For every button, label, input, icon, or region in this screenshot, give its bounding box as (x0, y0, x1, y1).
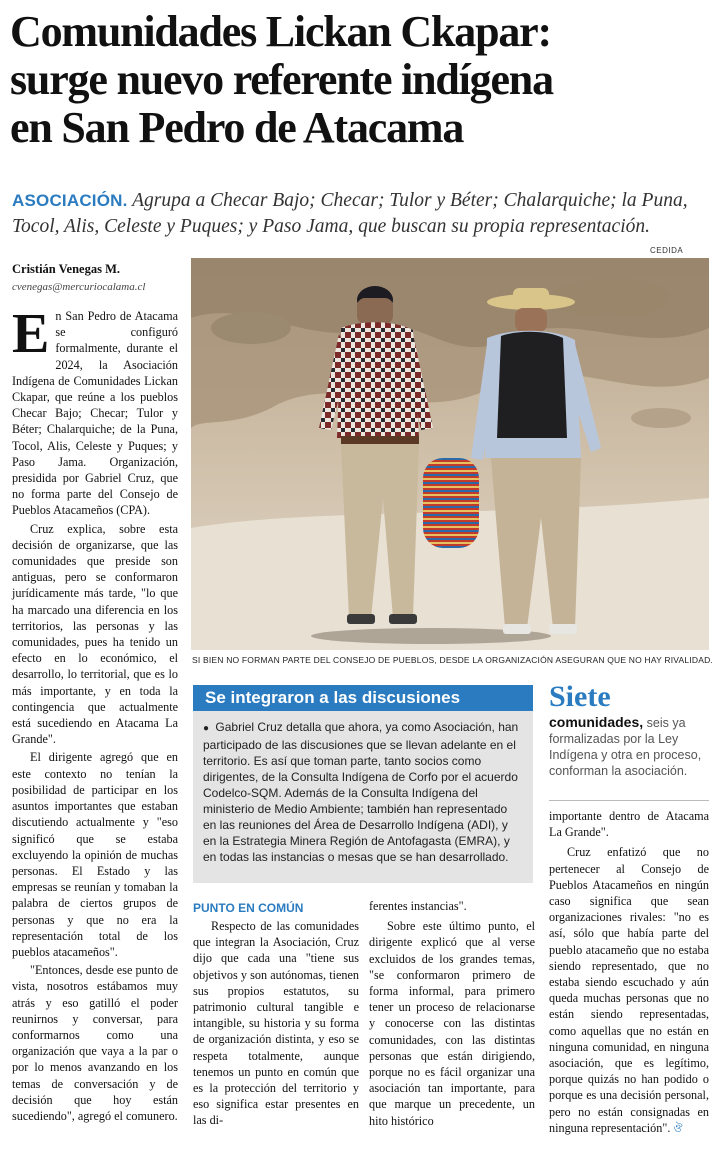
highlight-number: Siete (549, 680, 611, 713)
highlight-body: seis ya formalizadas por la Ley Indígena y otra en proceso, conforman la asociación. (549, 716, 702, 778)
article-photo (191, 258, 709, 650)
article-column-4 (549, 808, 709, 1137)
paragraph: Respecto de las comunidades que integran la Asociación, Cruz dijo que cada una "tiene sus objetivos y son autónomas, tienen sus propios estatutos, su patrimonio cultural tangible e intangible, su historia y su forma de organización distinta, y eso se respeta totalmente, aunque tenemos un punto en común que es la protección del territorio y eso significa estar presentes en las di- (193, 919, 359, 1128)
info-box (193, 711, 533, 883)
highlight-strong: comunidades, (549, 714, 644, 730)
woven-bag (423, 458, 479, 548)
byline (12, 262, 145, 293)
paragraph: El dirigente agregó que en este contexto no tenían la posibilidad de participar en los asuntos importantes que estaban discutiendo actualmente y "eso significó que se estaba excluyendo la opinión de muchas personas. El Estado y las empresas se reunían y tomaban la palabra de ciertos grupos de personas y que no era la representación total de los pueblos atacameños". (12, 750, 178, 959)
photo-credit: CEDIDA (650, 246, 684, 255)
author-name: Cristián Venegas M. (12, 262, 120, 276)
box-title: Se integraron a las discusiones (193, 685, 533, 711)
photo-illustration (191, 258, 709, 650)
article-column-3 (369, 898, 535, 1129)
headline-line-1: Comunidades Lickan Ckapar: (10, 7, 551, 56)
headline (10, 8, 710, 152)
subhead-text: Agrupa a Checar Bajo; Checar; Tulor y Béter; Chalarquiche; la Puna, Tocol, Alis, Celeste y Puques; y Paso Jama, que buscan su propia representación. (12, 190, 688, 237)
paragraph-text: n San Pedro de Atacama se configuró formalmente, durante el 2024, la Asociación Indígena de Comunidades Lickan Ckapar, que reúne a los pueblos Checar Bajo; Checar; Tulor y Béter; Chalarquiche; de la Puna, Tocol, Alis, Celeste y Puques; y Paso Jama. Organización, presidida por Gabriel Cruz, que no forma parte del Consejo de Pueblos Atacameños (CPA). (12, 309, 178, 518)
paragraph (549, 844, 709, 1137)
dropcap: E (12, 303, 50, 365)
paragraph-text: Cruz enfatizó que no pertenecer al Consejo de Pueblos Atacameños en ningún caso significa que sean organizaciones rivales: "no es así, sólo que había parte del pueblo atacameño que no estaba siendo representado, que no estaba siendo escuchado y aún queda muchas personas que no están siendo representadas, como aquellas que no están en ninguna comunidad, en ninguna asociación, que es legítimo, porque quizás no han podido o porque es una decisión personal, pero no están consignadas en ninguna representación". (549, 845, 709, 1135)
info-box-text: Gabriel Cruz detalla que ahora, ya como Asociación, han participado de las discusiones que se llevan adelante en el territorio. Es así que toman parte, tanto socios como dirigentes, de la Consulta Indígena de Corfo por el acuerdo Codelco-SQM. Además de la Consulta Indígena del ministerio de Medio Ambiente; también han representado en las reuniones del Área de Desarrollo Indígena (ADI), y en la Estrategia Minera Región de Antofagasta (EMRA), y en todas las instancias o mesas que se han desarrollado. (203, 720, 519, 864)
subhead-kicker: ASOCIACIÓN. (12, 191, 128, 210)
author-email[interactable]: cvenegas@mercuriocalama.cl (12, 281, 146, 293)
paragraph: Sobre este último punto, el dirigente explicó que al verse excluidos de los grandes temas, "se conformaron primero de forma informal, para primero tener un proceso de relacionarse y conocerse con las distintas comunidades, con las distintas personas que están dirigiendo, porque no es fácil organizar una asociación tan importante, para que marque un precedente, un hito histórico (369, 919, 535, 1128)
section-heading: PUNTO EN COMÚN (193, 901, 304, 915)
paragraph: Cruz explica, sobre esta decisión de organizarse, que las comunidades que preside son antiguas, pero se conformaron jurídicamente más tarde, "lo que ha marcado una diferencia en los territorios, las personas y las comunidades, pues ha tenido un efecto en lo económico, el desarrollo, lo territorial, que es lo más importante, y en toda la contingencia que actualmente está sucediendo en Atacama La Grande". (12, 521, 178, 747)
paragraph: importante dentro de Atacama La Grande". (549, 809, 709, 840)
divider (549, 800, 709, 801)
subhead (12, 188, 704, 240)
bullet-icon: ● (203, 723, 210, 734)
headline-line-3: en San Pedro de Atacama (10, 103, 464, 152)
headline-line-2: surge nuevo referente indígena (10, 55, 553, 104)
photo-caption: SI BIEN NO FORMAN PARTE DEL CONSEJO DE PUEBLOS, DESDE LA ORGANIZACIÓN ASEGURAN QUE NO HAY RIVALIDAD. (192, 655, 713, 665)
highlight-text (549, 714, 709, 779)
article-column-2 (193, 918, 359, 1129)
paragraph: "Entonces, desde ese punto de vista, nosotros estábamos muy atrás y eso gatilló el poder reunirnos y conversar, para conformarnos como una organización que vaya a la par o por lo menos avanzando en los temas de conversación y de decisión que hoy están sucediendo", agregó el comunero. (12, 963, 178, 1123)
end-mark-icon: ঔ (673, 1122, 683, 1135)
paragraph (12, 303, 178, 519)
paragraph: ferentes instancias". (369, 899, 467, 913)
article-column-1 (12, 303, 178, 1124)
